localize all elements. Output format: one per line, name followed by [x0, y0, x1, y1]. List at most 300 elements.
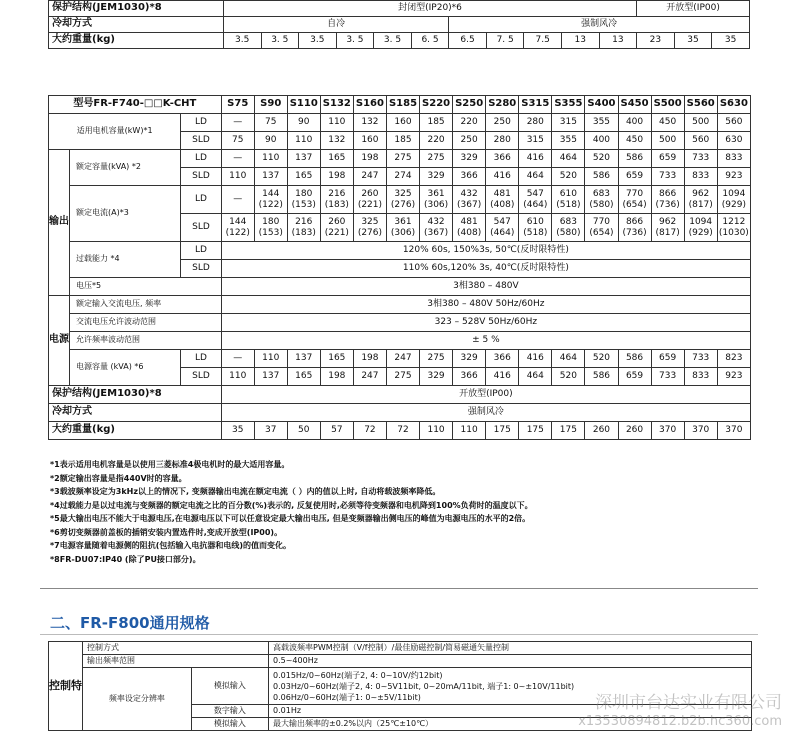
cell: 560: [684, 132, 717, 150]
cell: 110: [287, 132, 320, 150]
table-row: [49, 296, 751, 314]
row-label: 输出频率范围: [83, 655, 269, 668]
cell-line: 547: [526, 189, 544, 200]
cell: 50: [287, 422, 320, 440]
table-row: [49, 404, 751, 422]
cell-line: 144: [262, 189, 280, 200]
output-group-label: 输出: [49, 150, 70, 296]
cell-line: (183): [324, 199, 349, 210]
cell: [717, 214, 750, 242]
cell: ± 5 %: [221, 332, 750, 350]
cell: 833: [684, 168, 717, 186]
cell: 110% 60s,120% 3s, 40℃(反时限特性): [221, 260, 750, 278]
cell: 370: [717, 422, 750, 440]
sld-label: SLD: [181, 168, 222, 186]
cell: [651, 214, 684, 242]
table-row: [49, 642, 752, 655]
footnote: *6剪切变频器前盖板的插销安装内置选件时,变成开放型(IP00)。: [50, 527, 283, 537]
cell: 733: [684, 350, 717, 368]
cell: 733: [684, 150, 717, 168]
cell: S132: [320, 96, 353, 114]
ld-label: LD: [181, 114, 222, 132]
cell: [684, 214, 717, 242]
footnote: *3载波频率设定为3kHz以上的情况下, 变频器输出电流在额定电流（ ）内的值以上时, 自动将载波频率降低。: [50, 487, 441, 496]
cell: —: [221, 350, 254, 368]
cell: 464: [519, 168, 552, 186]
table-row: [49, 278, 751, 296]
cell: S220: [420, 96, 453, 114]
sld-label: SLD: [181, 132, 222, 150]
cell-line: (122): [225, 227, 250, 238]
cell: 137: [287, 150, 320, 168]
cell: 366: [453, 368, 486, 386]
cell: 733: [651, 168, 684, 186]
cell: 开放型(IP00): [637, 1, 750, 17]
top-spec-table: [48, 0, 750, 49]
cell-line: 361: [394, 217, 412, 228]
row-label: 额定输入交流电压, 频率: [70, 296, 222, 314]
cell: 659: [618, 168, 651, 186]
cell-line: (817): [655, 227, 680, 238]
cell: 72: [353, 422, 386, 440]
cell: [486, 186, 519, 214]
cell: 35: [221, 422, 254, 440]
cell: S75: [221, 96, 254, 114]
cell-line: 361: [427, 189, 445, 200]
cell: 160: [386, 114, 419, 132]
table-row: [49, 33, 750, 49]
cell: [486, 214, 519, 242]
cell: S280: [486, 96, 519, 114]
cell: [221, 186, 254, 214]
cell: 强制风冷: [221, 404, 750, 422]
footnote: *2额定输出容量是指440V时的容量。: [50, 473, 187, 483]
cell: 833: [684, 368, 717, 386]
cell: 366: [453, 168, 486, 186]
cell: 274: [386, 168, 419, 186]
row-label: 过载能力 *4: [70, 242, 181, 278]
cell: 110: [420, 422, 453, 440]
cell: [254, 186, 287, 214]
cell: 75: [254, 114, 287, 132]
cell: [618, 214, 651, 242]
cell: 110: [254, 150, 287, 168]
cell: [519, 186, 552, 214]
cell: 132: [320, 132, 353, 150]
footnote: *8FR-DU07:IP40 (除了PU接口部分)。: [50, 554, 201, 564]
table-row: [49, 1, 750, 17]
cell: 823: [717, 350, 750, 368]
cell-line: 180: [262, 217, 280, 228]
cell: 0.5~400Hz: [269, 655, 752, 668]
sld-label: SLD: [181, 214, 222, 242]
cell-line: 770: [592, 217, 611, 228]
cell: 137: [254, 168, 287, 186]
cell: 3. 5: [261, 33, 299, 49]
cell: 3. 5: [374, 33, 412, 49]
cell: [519, 214, 552, 242]
cell: 450: [651, 114, 684, 132]
cell-line: (654): [622, 199, 647, 210]
cell: S315: [519, 96, 552, 114]
cell: 833: [717, 150, 750, 168]
cell: 416: [519, 150, 552, 168]
cell: 6.5: [449, 33, 487, 49]
ld-label: LD: [181, 150, 222, 168]
cell-line: (367): [423, 227, 449, 238]
table-row: [49, 386, 751, 404]
cell: 659: [651, 150, 684, 168]
cell: [552, 214, 585, 242]
cell: 370: [651, 422, 684, 440]
cell: 110: [221, 368, 254, 386]
cell: —: [221, 114, 254, 132]
cell: 247: [386, 350, 419, 368]
cell-line: 610: [559, 189, 577, 200]
cell: S185: [386, 96, 419, 114]
row-label: 允许频率波动范围: [70, 332, 222, 350]
watermark-text: 深圳市台达实业有限公司: [595, 693, 782, 713]
cell: [618, 186, 651, 214]
row-label: 电压*5: [70, 278, 222, 296]
cell-line: 432: [460, 189, 478, 200]
table-row: [49, 114, 751, 132]
cell-line: (306): [423, 199, 449, 210]
cell: 630: [717, 132, 750, 150]
cell: 315: [519, 132, 552, 150]
table-row: [49, 150, 751, 168]
ld-label: LD: [181, 350, 222, 368]
cell: 7.5: [524, 33, 562, 49]
cell: S450: [618, 96, 651, 114]
cell: 165: [320, 150, 353, 168]
cell-line: (817): [688, 199, 713, 210]
cell: 329: [420, 168, 453, 186]
cell: [420, 186, 453, 214]
cell: 175: [519, 422, 552, 440]
row-label: 额定电流(A)*3: [70, 186, 181, 242]
cell-line: (221): [324, 227, 349, 238]
cell: 366: [486, 150, 519, 168]
cell-line: (464): [490, 227, 515, 238]
cell: [254, 214, 287, 242]
cell: S250: [453, 96, 486, 114]
cell: 416: [486, 168, 519, 186]
cell-line: —: [233, 194, 243, 205]
cell: 355: [552, 132, 585, 150]
cell: 220: [420, 132, 453, 150]
cell: 198: [353, 350, 386, 368]
cell: S560: [684, 96, 717, 114]
row-label: 适用电机容量(kW)*1: [49, 114, 181, 150]
cell-line: 0.06Hz/0~60Hz(端子1: 0~±5V/11bit): [273, 692, 421, 702]
cell: 500: [684, 114, 717, 132]
cell: S630: [717, 96, 750, 114]
table-row: [49, 17, 750, 33]
cell: [420, 214, 453, 242]
cell: 416: [486, 368, 519, 386]
cell: 464: [552, 350, 585, 368]
sld-label: SLD: [181, 260, 222, 278]
table-row: [49, 655, 752, 668]
cell-line: (580): [556, 227, 581, 238]
cell: S160: [353, 96, 386, 114]
cell: 35: [674, 33, 712, 49]
row-label: 模拟输入: [191, 668, 268, 705]
footnote: *1表示适用电机容量是以使用三菱标准4极电机时的最大适用容量。: [50, 460, 290, 469]
cell: 520: [585, 350, 618, 368]
cell: 198: [320, 368, 353, 386]
cell-line: (122): [258, 199, 283, 210]
cell: 7. 5: [486, 33, 524, 49]
cell: 自冷: [223, 17, 448, 33]
cell-line: 866: [659, 189, 677, 200]
cell-line: (153): [258, 227, 283, 238]
cell-line: 962: [692, 189, 710, 200]
cell-line: (306): [390, 227, 416, 238]
table-row: [49, 314, 751, 332]
cell-line: (183): [291, 227, 316, 238]
cell: 586: [618, 350, 651, 368]
cell: [221, 214, 254, 242]
model-header: 型号FR-F740-□□K-CHT: [49, 96, 222, 114]
main-spec-table: [48, 95, 751, 440]
row-label: 数字输入: [191, 705, 268, 718]
cell: 247: [353, 368, 386, 386]
cell-line: 325: [394, 189, 412, 200]
cell-line: (408): [457, 227, 482, 238]
cell: S500: [651, 96, 684, 114]
cell: 659: [618, 368, 651, 386]
cell-line: (464): [523, 199, 548, 210]
cell-line: 260: [328, 217, 346, 228]
cell: [320, 214, 353, 242]
cell: 0.01Hz: [269, 705, 752, 718]
cell: 198: [353, 150, 386, 168]
cell-line: 962: [659, 217, 677, 228]
cell: [684, 186, 717, 214]
cell: 260: [585, 422, 618, 440]
cell-line: 0.03Hz/0~60Hz(端子2, 4: 0~5V11bit, 0~20mA/11bit, 端子1: 0~±10V/11bit): [273, 681, 575, 691]
cell-line: 770: [625, 189, 644, 200]
cell: 260: [618, 422, 651, 440]
cell-line: 180: [295, 189, 313, 200]
cell: 72: [386, 422, 419, 440]
footnote: *7电源容量随着电源侧的阻抗(包括输入电抗器和电线)的值而变化。: [50, 541, 292, 550]
cell: 23: [637, 33, 675, 49]
cell-line: 1094: [689, 217, 713, 228]
row-label: 大约重量(kg): [49, 33, 224, 49]
cell: 450: [618, 132, 651, 150]
cell: 416: [519, 350, 552, 368]
cell: 275: [386, 368, 419, 386]
cell: 329: [420, 368, 453, 386]
row-label: 额定容量(kVA) *2: [70, 150, 181, 186]
table-row: [49, 242, 751, 260]
footnote: *4过载能力是以过电流与变频器的额定电流之比的百分数(%)表示的, 反复使用时,必须等待变频器和电机降到100%负荷时的温度以下。: [50, 500, 533, 510]
cell: [585, 186, 618, 214]
cell-line: (736): [622, 227, 647, 238]
cell: 3相380 – 480V 50Hz/60Hz: [221, 296, 750, 314]
cell-line: (929): [688, 227, 713, 238]
cell-line: (580): [589, 199, 614, 210]
cell: 464: [552, 150, 585, 168]
cell: [287, 186, 320, 214]
cell: 90: [287, 114, 320, 132]
table-row: [49, 186, 751, 214]
cell-line: 216: [328, 189, 346, 200]
cell: 110: [453, 422, 486, 440]
ld-label: LD: [181, 186, 222, 214]
cell: 35: [712, 33, 750, 49]
cell: [717, 186, 750, 214]
cell: [320, 186, 353, 214]
cell: 733: [651, 368, 684, 386]
cell-line: (654): [589, 227, 614, 238]
cell: 520: [585, 150, 618, 168]
row-label: 冷却方式: [49, 404, 222, 422]
cell-line: (221): [357, 199, 383, 210]
cell: S400: [585, 96, 618, 114]
row-label: 控制方式: [83, 642, 269, 655]
cell: 315: [552, 114, 585, 132]
divider: [40, 588, 758, 589]
cell: 13: [599, 33, 637, 49]
cell-line: 866: [625, 217, 644, 228]
cell-line: 547: [493, 217, 511, 228]
cell: 247: [353, 168, 386, 186]
cell-line: 481: [460, 217, 478, 228]
cell: 57: [320, 422, 353, 440]
cell: 37: [254, 422, 287, 440]
watermark-url: x13530894812.b2b.hc360.com: [578, 714, 782, 729]
cell: 175: [552, 422, 585, 440]
table-row: [49, 96, 751, 114]
cell: [353, 186, 386, 214]
cell: 最大输出频率的±0.2%以内（25℃±10℃）: [269, 718, 752, 731]
cell: S90: [254, 96, 287, 114]
cell: 137: [287, 350, 320, 368]
cell-line: (518): [523, 227, 548, 238]
cell: 132: [353, 114, 386, 132]
cell-line: 0.015Hz/0~60Hz(端子2, 4: 0~10V/约12bit): [273, 670, 443, 680]
cell: 659: [651, 350, 684, 368]
cell-line: 144: [229, 217, 247, 228]
cell-line: 1212: [722, 217, 746, 228]
cell: 3相380 – 480V: [221, 278, 750, 296]
ld-label: LD: [181, 242, 222, 260]
row-label: 频率设定分辨率: [83, 668, 192, 731]
cell-line: 432: [427, 217, 445, 228]
cell: [353, 214, 386, 242]
cell: 280: [519, 114, 552, 132]
cell: 586: [585, 368, 618, 386]
cell: 185: [420, 114, 453, 132]
cell: 923: [717, 168, 750, 186]
cell: 13: [562, 33, 600, 49]
cell: 120% 60s, 150%3s, 50℃(反时限特性): [221, 242, 750, 260]
cell: 110: [320, 114, 353, 132]
cell: 400: [618, 114, 651, 132]
divider: [40, 634, 758, 635]
cell: S110: [287, 96, 320, 114]
cell: [386, 214, 419, 242]
cell: [386, 186, 419, 214]
cell-line: 216: [295, 217, 313, 228]
cell: 165: [287, 368, 320, 386]
cell: 366: [486, 350, 519, 368]
cell-line: (929): [721, 199, 746, 210]
cell: 280: [486, 132, 519, 150]
cell: 强制风冷: [449, 17, 750, 33]
cell: 520: [552, 368, 585, 386]
cell: 185: [386, 132, 419, 150]
cell-line: 1094: [722, 189, 746, 200]
cell: 165: [320, 350, 353, 368]
cell: 3.5: [299, 33, 337, 49]
cell-line: (367): [457, 199, 482, 210]
cell: 400: [585, 132, 618, 150]
cell: 329: [453, 350, 486, 368]
cell-line: (276): [357, 227, 383, 238]
cell: 165: [287, 168, 320, 186]
cell: [453, 214, 486, 242]
cell-line: 481: [493, 189, 511, 200]
cell: 110: [254, 350, 287, 368]
cell-line: 683: [592, 189, 611, 200]
cell-line: 610: [526, 217, 544, 228]
cell: 6. 5: [411, 33, 449, 49]
cell: 3. 5: [336, 33, 374, 49]
cell: [453, 186, 486, 214]
cell: [651, 186, 684, 214]
cell: 464: [519, 368, 552, 386]
cell: 高载波频率PWM控制（V/f控制）/最佳励磁控制/简易磁通矢量控制: [269, 642, 752, 655]
row-label: 电源容量 (kVA) *6: [70, 350, 181, 386]
cell: 923: [717, 368, 750, 386]
cell: 586: [585, 168, 618, 186]
table-row: [49, 350, 751, 368]
cell: [552, 186, 585, 214]
cell: [287, 214, 320, 242]
sld-label: SLD: [181, 368, 222, 386]
cell: 175: [486, 422, 519, 440]
cell: 275: [386, 150, 419, 168]
cell: 137: [254, 368, 287, 386]
footnotes: [50, 458, 750, 566]
row-label: 冷却方式: [49, 17, 224, 33]
cell: 3.5: [223, 33, 261, 49]
cell-line: (408): [490, 199, 515, 210]
row-label: 模拟输入: [191, 718, 268, 731]
control-group-label: 控制特: [49, 642, 83, 731]
cell: 370: [684, 422, 717, 440]
cell-line: (1030): [718, 227, 749, 238]
cell: 520: [552, 168, 585, 186]
row-label: 保护结构(JEM1030)*8: [49, 1, 224, 17]
cell: 198: [320, 168, 353, 186]
cell: 开放型(IP00): [221, 386, 750, 404]
cell: 封闭型(IP20)*6: [223, 1, 636, 17]
section-title: 二、FR-F800通用规格: [50, 614, 210, 632]
table-row: [49, 332, 751, 350]
cell: 500: [651, 132, 684, 150]
cell-line: 325: [361, 217, 379, 228]
cell: 329: [453, 150, 486, 168]
cell: 586: [618, 150, 651, 168]
footnote: *5最大输出电压不能大于电源电压,在电源电压以下可以任意设定最大输出电压, 但是变频器输出侧电压的峰值为电源电压的水平的2倍。: [50, 514, 531, 523]
cell: 275: [420, 150, 453, 168]
